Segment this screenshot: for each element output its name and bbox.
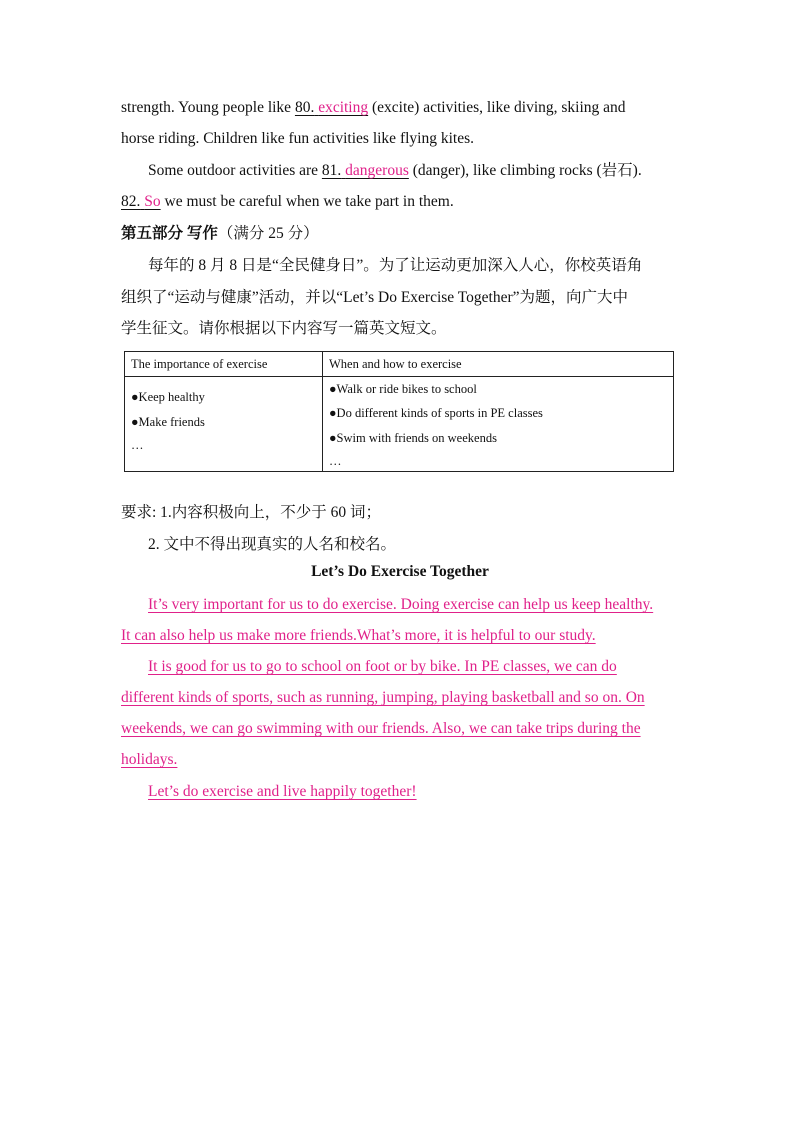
when-how-item: ●Walk or ride bikes to school — [329, 382, 477, 396]
essay-line: weekends, we can go swimming with our friends. Also, we can take trips during the — [121, 720, 641, 737]
passage-text: Some outdoor activities are — [148, 162, 322, 179]
section-heading — [121, 224, 319, 244]
essay-line: It can also help us make more friends.What’s more, it is helpful to our study. — [121, 627, 596, 644]
q82-answer: So — [144, 193, 161, 210]
requirement-2: 2. 文中不得出现真实的人名和校名。 — [148, 536, 397, 553]
table-cell-importance — [125, 377, 323, 472]
essay-line: holidays. — [121, 751, 178, 768]
passage-line-4 — [121, 192, 454, 212]
table-cell-when-how — [323, 377, 674, 472]
q81-answer: dangerous — [345, 162, 409, 179]
q82-blank — [121, 193, 161, 210]
importance-item: ●Make friends — [131, 415, 205, 429]
essay-line: It’s very important for us to do exercise. Doing exercise can help us keep healthy. — [148, 596, 654, 613]
passage-text: strength. Young people like — [121, 99, 295, 116]
passage-text: we must be careful when we take part in them. — [160, 193, 454, 210]
when-how-item: ●Swim with friends on weekends — [329, 431, 497, 445]
content-table — [124, 351, 674, 472]
prompt-line-1: 每年的 8 月 8 日是“全民健身日”。为了让运动更加深入人心，你校英语角 — [148, 257, 643, 274]
q80-number: 80. — [294, 99, 315, 116]
when-how-item: … — [329, 454, 342, 468]
q81-number: 81. — [321, 162, 342, 179]
prompt-line-2: 组织了“运动与健康”活动，并以“Let’s Do Exercise Together”为题，向广大中 — [121, 289, 629, 306]
prompt-line-3: 学生征文。请你根据以下内容写一篇英文短文。 — [121, 320, 447, 337]
passage-line-2: horse riding. Children like fun activities like flying kites. — [121, 130, 474, 147]
requirement-1: 要求: 1.内容积极向上，不少于 60 词； — [121, 504, 382, 521]
essay-line: Let’s do exercise and live happily together! — [148, 783, 417, 800]
importance-item: … — [131, 438, 144, 452]
when-how-item: ●Do different kinds of sports in PE classes — [329, 406, 543, 420]
passage-line-3 — [148, 161, 642, 181]
passage-line-1 — [121, 98, 626, 118]
q80-blank — [295, 99, 368, 116]
section-score: （满分 25 分） — [217, 225, 319, 242]
table-header-when-how: When and how to exercise — [323, 352, 674, 377]
passage-text: (danger), like climbing rocks (岩石). — [408, 162, 642, 179]
essay-title: Let’s Do Exercise Together — [311, 563, 489, 580]
q80-answer: exciting — [318, 99, 369, 116]
table-header-importance: The importance of exercise — [125, 352, 323, 377]
section-title: 第五部分 写作 — [121, 225, 218, 242]
q82-number: 82. — [121, 193, 141, 210]
importance-item: ●Keep healthy — [131, 390, 205, 404]
essay-line: It is good for us to go to school on foot or by bike. In PE classes, we can do — [148, 658, 617, 675]
essay-line: different kinds of sports, such as running, jumping, playing basketball and so on. On — [121, 689, 645, 706]
q81-blank — [322, 162, 409, 179]
passage-text: (excite) activities, like diving, skiing and — [368, 99, 626, 116]
